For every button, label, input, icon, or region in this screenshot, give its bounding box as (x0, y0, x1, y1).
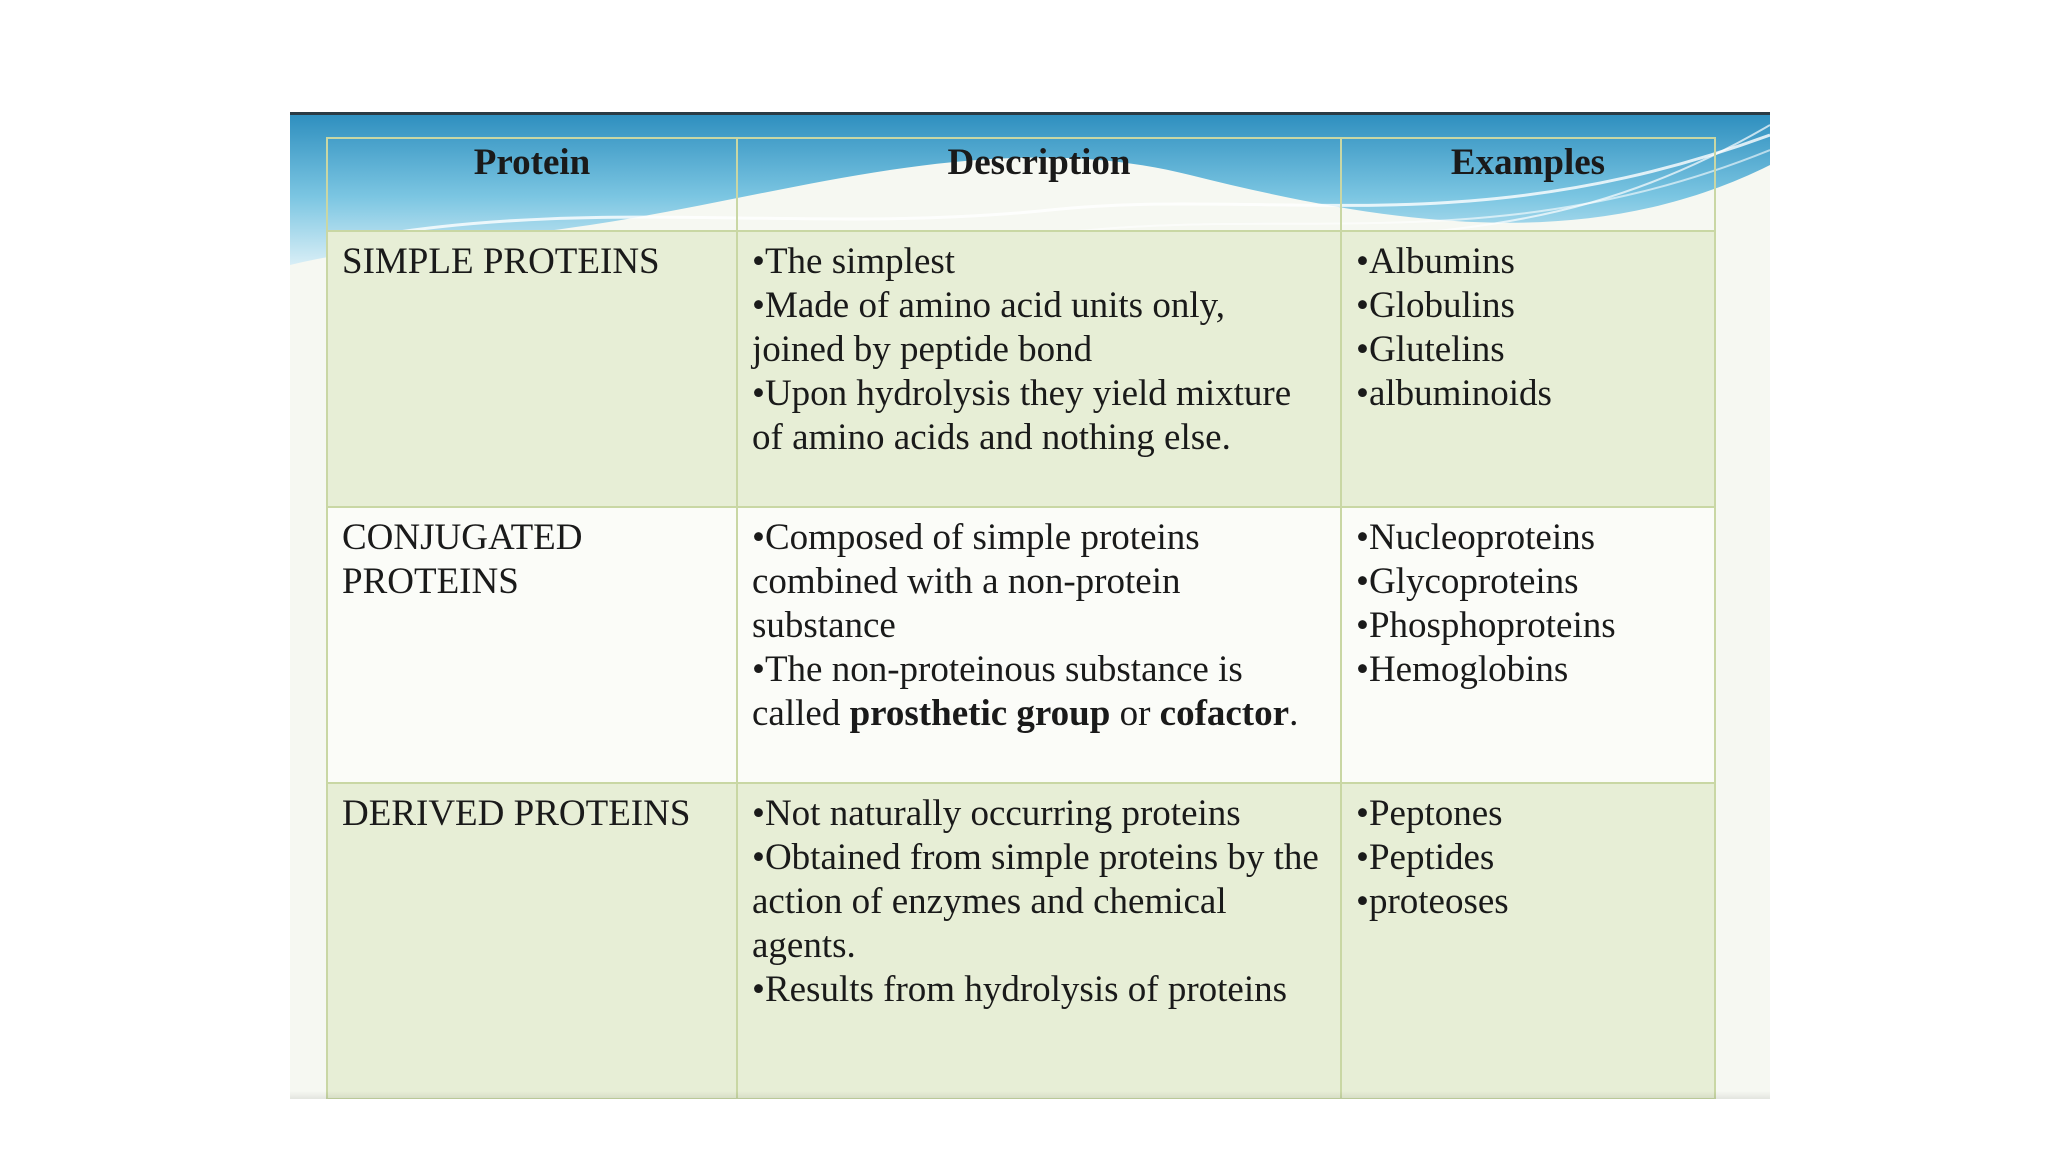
slide (290, 112, 1770, 1099)
description-line: •Obtained from simple proteins by the action of enzymes and chemical agents. (752, 837, 1319, 966)
cofactor-term: cofactor (1159, 693, 1290, 734)
example-item: •Phosphoproteins (1356, 605, 1616, 646)
example-item: •Glycoproteins (1356, 561, 1579, 602)
description-line: •Made of amino acid units only, joined by peptide bond (752, 285, 1225, 370)
description-line (752, 648, 1326, 736)
description-line: •Results from hydrolysis of proteins (752, 969, 1288, 1010)
example-item: •Nucleoproteins (1356, 517, 1596, 558)
example-item: •proteoses (1356, 881, 1509, 922)
protein-classification-table (326, 137, 1716, 1099)
protein-name-cell: CONJUGATED PROTEINS (327, 507, 737, 783)
table-row-derived-proteins (327, 783, 1715, 1099)
description-cell (737, 507, 1341, 783)
description-cell (737, 231, 1341, 507)
examples-cell (1341, 231, 1715, 507)
header-description: Description (737, 138, 1341, 231)
description-line: •The simplest (752, 241, 956, 282)
example-item: •Globulins (1356, 285, 1515, 326)
examples-cell (1341, 507, 1715, 783)
description-text: •The non-proteinous substance is called (752, 649, 1243, 734)
prosthetic-group-term: prosthetic group (849, 693, 1111, 734)
example-item: •albuminoids (1356, 373, 1552, 414)
example-item: •Hemoglobins (1356, 649, 1569, 690)
description-text: . (1289, 693, 1299, 734)
header-examples: Examples (1341, 138, 1715, 231)
description-line: •Not naturally occurring proteins (752, 793, 1241, 834)
protein-name-cell: SIMPLE PROTEINS (327, 231, 737, 507)
description-line: •Composed of simple proteins combined with a non-protein substance (752, 517, 1200, 646)
examples-cell (1341, 783, 1715, 1099)
description-line: •Upon hydrolysis they yield mixture of amino acids and nothing else. (752, 373, 1292, 458)
example-item: •Albumins (1356, 241, 1515, 282)
example-item: •Peptides (1356, 837, 1495, 878)
slide-bottom-edge (290, 1091, 1770, 1099)
table-row-simple-proteins (327, 231, 1715, 507)
example-item: •Peptones (1356, 793, 1503, 834)
protein-name-cell: DERIVED PROTEINS (327, 783, 737, 1099)
description-cell (737, 783, 1341, 1099)
example-item: •Glutelins (1356, 329, 1505, 370)
description-text: or (1110, 693, 1160, 734)
table-header-row (327, 138, 1715, 231)
table-row-conjugated-proteins (327, 507, 1715, 783)
header-protein: Protein (327, 138, 737, 231)
